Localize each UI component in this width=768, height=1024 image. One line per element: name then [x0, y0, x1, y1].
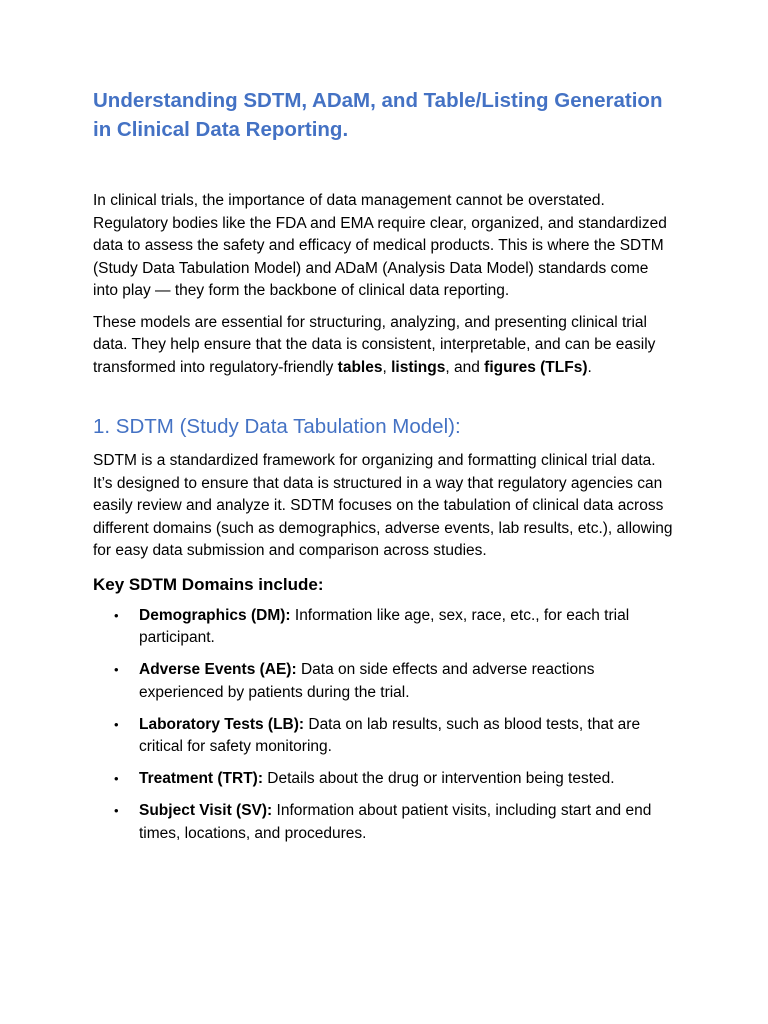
domain-text: Details about the drug or intervention being tested. — [263, 770, 615, 787]
bold-figures: figures (TLFs) — [484, 358, 588, 376]
bullet-icon: • — [114, 803, 119, 818]
intro-paragraph-2-text: These models are essential for structuring, analyzing, and presenting clinical trial data. They help ensure that the data is consistent, interpretable, and can be easily transformed into regulatory-friendly — [93, 313, 656, 376]
list-item — [93, 768, 673, 791]
list-item — [93, 659, 673, 704]
list-item — [93, 800, 673, 845]
bullet-icon: • — [114, 662, 119, 677]
domains-list — [93, 605, 673, 846]
domain-text: Data on side effects and adverse reactions experienced by patients during the trial. — [139, 661, 595, 701]
intro-paragraph-2 — [93, 312, 673, 380]
domain-name: Treatment (TRT): — [139, 770, 263, 787]
domain-name: Adverse Events (AE): — [139, 661, 297, 678]
document-title: Understanding SDTM, ADaM, and Table/Listing Generation in Clinical Data Reporting. — [93, 89, 663, 141]
list-item — [93, 605, 673, 650]
sdtm-description: SDTM is a standardized framework for organizing and formatting clinical trial data. It’s designed to ensure that data is structured in a way that regulatory agencies can easily review and analyze it. SDTM focuses on the tabulation of clinical data across different domains (such as demographics, adverse events, lab results, etc.), allowing for easy data submission and comparison across studies. — [93, 452, 673, 559]
separator-2: , and — [445, 358, 485, 376]
domain-name: Demographics (DM): — [139, 606, 291, 624]
list-item — [93, 714, 673, 759]
document-page — [93, 86, 673, 855]
bullet-icon: • — [114, 607, 119, 623]
sdtm-section-heading: 1. SDTM (Study Data Tabulation Model): — [93, 415, 461, 438]
domain-text: Information about patient visits, including start and end times, locations, and procedures. — [139, 802, 652, 842]
bullet-icon: • — [114, 771, 119, 786]
bold-tables: tables — [337, 358, 383, 376]
domain-text: Information like age, sex, race, etc., for each trial participant. — [139, 606, 630, 646]
domains-subheading: Key SDTM Domains include: — [93, 574, 324, 594]
bullet-icon: • — [114, 716, 119, 732]
domain-name: Subject Visit (SV): — [139, 802, 273, 819]
domain-name: Laboratory Tests (LB): — [139, 715, 305, 733]
bold-listings: listings — [391, 358, 446, 376]
sentence-end: . — [587, 358, 592, 376]
domain-text: Data on lab results, such as blood tests, that are critical for safety monitoring. — [139, 715, 641, 755]
intro-paragraph-1: In clinical trials, the importance of data management cannot be overstated. Regulatory bodies like the FDA and EMA require clear, organized, and standardized data to assess the safety and efficacy of medical products. This is where the SDTM (Study Data Tabulation Model) and ADaM (Analysis Data Model) standards come into play — they form the backbone of clinical data reporting. — [93, 192, 667, 299]
separator-1: , — [382, 358, 392, 376]
